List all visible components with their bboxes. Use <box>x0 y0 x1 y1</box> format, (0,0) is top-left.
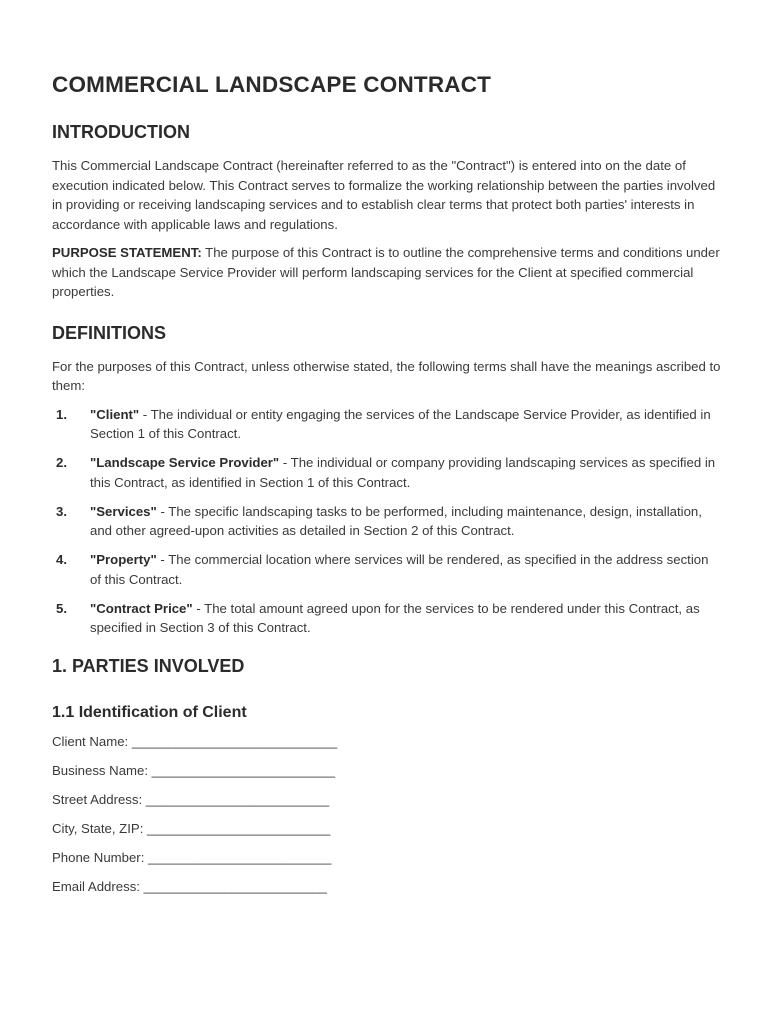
introduction-paragraph: This Commercial Landscape Contract (hereinafter referred to as the "Contract") is entered into on the date of execution indicated below. This Contract serves to formalize the working relationship between the parties involved in providing or receiving landscaping services and to establish clear terms that protect both parties' interests in accordance with applicable laws and regulations. <box>52 158 716 232</box>
definition-number: 3. <box>56 503 67 519</box>
definition-item <box>52 453 722 492</box>
definition-number: 5. <box>56 600 67 616</box>
definition-text: - The individual or entity engaging the services of the Landscape Service Provider, as identified in Section 1 of this Contract. <box>90 406 711 441</box>
definition-item <box>52 599 722 638</box>
client-name-field[interactable]: Client Name: ____________________________ <box>52 733 338 749</box>
document-content <box>52 70 722 906</box>
definition-text: - The commercial location where services will be rendered, as specified in the address section of this Contract. <box>90 552 709 587</box>
document-title: COMMERCIAL LANDSCAPE CONTRACT <box>52 72 492 97</box>
definition-number: 1. <box>56 406 67 422</box>
purpose-label: PURPOSE STATEMENT: <box>52 245 202 260</box>
definitions-heading: DEFINITIONS <box>52 322 167 343</box>
client-identification-heading: 1.1 Identification of Client <box>52 703 247 721</box>
definition-item <box>52 502 722 541</box>
email-address-field[interactable]: Email Address: _________________________ <box>52 878 327 894</box>
definitions-list <box>52 405 722 638</box>
definition-number: 4. <box>56 552 67 567</box>
definition-term: "Property" <box>90 552 157 567</box>
city-state-zip-field[interactable]: City, State, ZIP: _________________________ <box>52 820 331 836</box>
definition-term: "Services" <box>90 503 157 519</box>
purpose-statement <box>52 243 722 302</box>
definition-text: - The specific landscaping tasks to be performed, including maintenance, design, installation, and other agreed-upon activities as detailed in Section 2 of this Contract. <box>90 503 702 538</box>
definition-item <box>52 550 722 589</box>
introduction-heading: INTRODUCTION <box>52 122 190 142</box>
business-name-field[interactable]: Business Name: _________________________ <box>52 762 336 778</box>
definition-item <box>52 405 722 444</box>
definition-text: - The total amount agreed upon for the services to be rendered under this Contract, as specified in Section 3 of this Contract. <box>90 600 700 635</box>
definitions-intro: For the purposes of this Contract, unless otherwise stated, the following terms shall have the meanings ascribed to them: <box>52 358 721 393</box>
definition-term: "Client" <box>90 406 140 422</box>
parties-heading: 1. PARTIES INVOLVED <box>52 655 245 676</box>
definition-text: - The individual or company providing landscaping services as specified in this Contract, as identified in Section 1 of this Contract. <box>90 455 716 490</box>
definition-number: 2. <box>56 455 67 470</box>
street-address-field[interactable]: Street Address: _________________________ <box>52 791 330 807</box>
definition-term: "Contract Price" <box>90 600 193 616</box>
definition-term: "Landscape Service Provider" <box>90 455 280 470</box>
client-fields <box>52 732 722 897</box>
phone-number-field[interactable]: Phone Number: _________________________ <box>52 849 332 865</box>
purpose-text: The purpose of this Contract is to outline the comprehensive terms and conditions under which the Landscape Service Provider will perform landscaping services for the Client at specified commercial properties. <box>52 245 720 299</box>
